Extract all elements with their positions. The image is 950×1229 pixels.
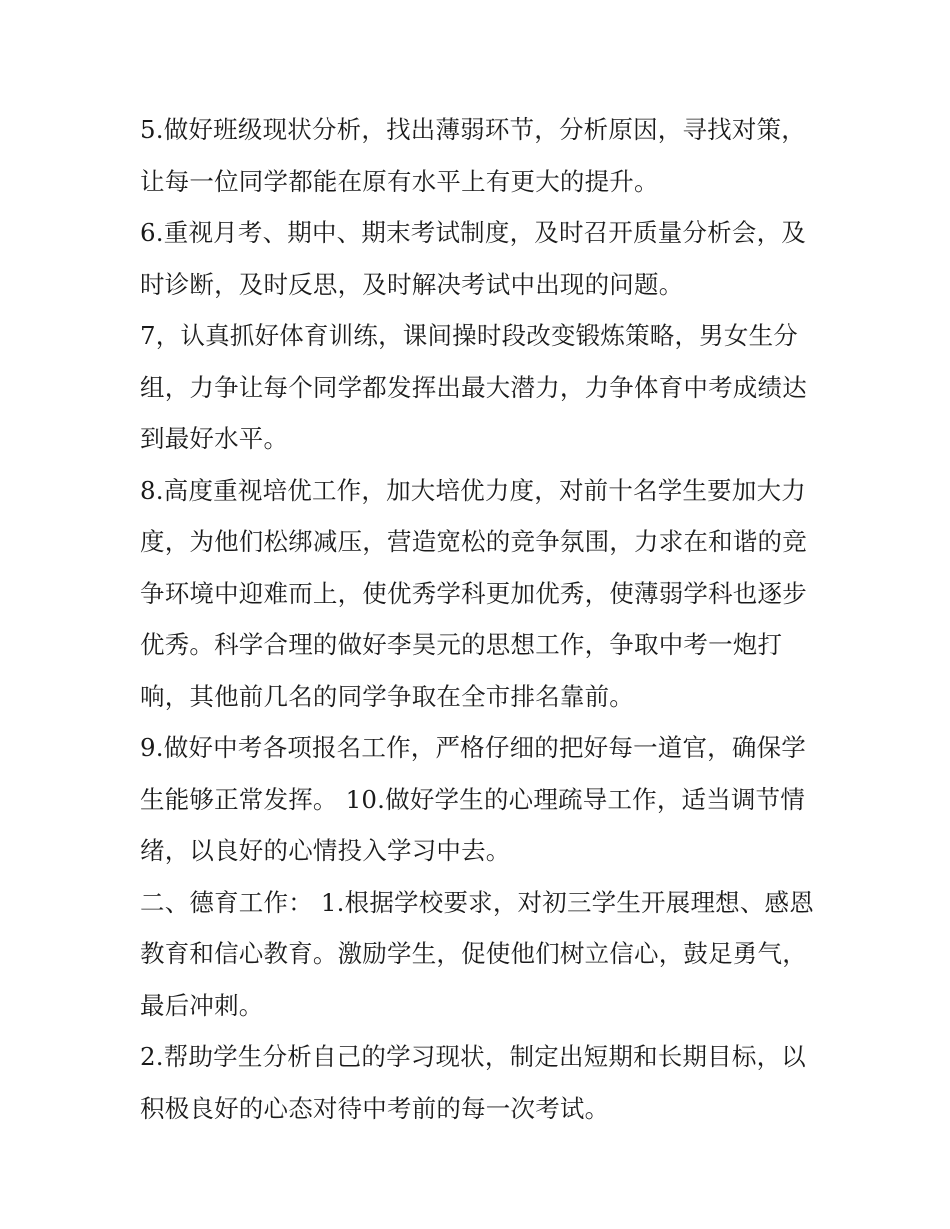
paragraph-moral-education: 二、德育工作： 1.根据学校要求，对初三学生开展理想、感恩教育和信心教育。激励学生，促使他们树立信心，鼓足勇气，最后冲刺。	[140, 887, 814, 1020]
paragraph-item-8: 8.高度重视培优工作，加大培优力度，对前十名学生要加大力度，为他们松绑减压，营造宽松的竞争氛围，力求在和谐的竞争环境中迎难而上，使优秀学科更加优秀，使薄弱学科也逐步优秀。科学合理的做好李昊元的思想工作，争取中考一炮打响，其他前几名的同学争取在全市排名靠前。	[140, 475, 807, 711]
paragraph-item-9-10: 9.做好中考各项报名工作，严格仔细的把好每一道官，确保学生能够正常发挥。 10.做好学生的心理疏导工作，适当调节情绪，以良好的心情投入学习中去。	[140, 733, 806, 865]
paragraph-item-7: 7，认真抓好体育训练，课间操时段改变锻炼策略，男女生分组，力争让每个同学都发挥出最大潜力，力争体育中考成绩达到最好水平。	[140, 321, 807, 453]
paragraph-item-6: 6.重视月考、期中、期末考试制度，及时召开质量分析会，及时诊断，及时反思，及时解决考试中出现的问题。	[140, 218, 806, 299]
document-body	[140, 104, 820, 1134]
paragraph-moral-item-2: 2.帮助学生分析自己的学习现状，制定出短期和长期目标，以积极良好的心态对待中考前的每一次考试。	[140, 1042, 806, 1123]
paragraph-item-5: 5.做好班级现状分析，找出薄弱环节，分析原因，寻找对策，让每一位同学都能在原有水平上有更大的提升。	[140, 115, 806, 196]
